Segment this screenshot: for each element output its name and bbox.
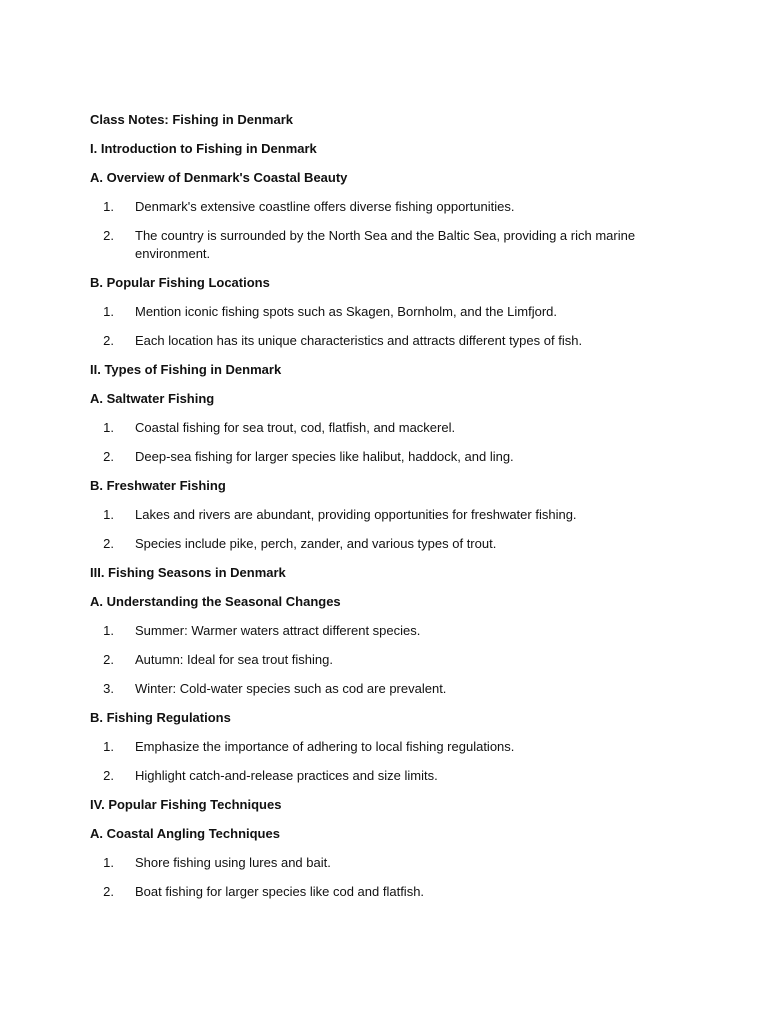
list-item-text: Winter: Cold-water species such as cod are prevalent. bbox=[135, 681, 447, 696]
section-heading: I. Introduction to Fishing in Denmark bbox=[90, 141, 317, 156]
section-heading: III. Fishing Seasons in Denmark bbox=[90, 565, 286, 580]
list-item bbox=[90, 651, 650, 669]
list-item bbox=[90, 854, 650, 872]
list-item-number: 1. bbox=[103, 739, 114, 754]
section-heading: A. Understanding the Seasonal Changes bbox=[90, 594, 341, 609]
list-item-text: Deep-sea fishing for larger species like halibut, haddock, and ling. bbox=[135, 449, 514, 464]
list-item-text: Coastal fishing for sea trout, cod, flatfish, and mackerel. bbox=[135, 420, 456, 435]
list-item-text: Each location has its unique characteristics and attracts different types of fish. bbox=[135, 333, 583, 348]
document-page bbox=[90, 111, 650, 912]
list-item-number: 1. bbox=[103, 507, 114, 522]
section-heading: B. Popular Fishing Locations bbox=[90, 275, 270, 290]
list-item-text: Summer: Warmer waters attract different species. bbox=[135, 623, 421, 638]
list-item-number: 2. bbox=[103, 536, 114, 551]
list-item-text: Species include pike, perch, zander, and various types of trout. bbox=[135, 536, 497, 551]
list-item bbox=[90, 680, 650, 698]
section-heading: A. Saltwater Fishing bbox=[90, 391, 215, 406]
list-item-number: 3. bbox=[103, 681, 114, 696]
list-item-number: 1. bbox=[103, 420, 114, 435]
list-item-text: Boat fishing for larger species like cod and flatfish. bbox=[135, 884, 425, 899]
list-item-number: 2. bbox=[103, 884, 114, 899]
list-item-text: Shore fishing using lures and bait. bbox=[135, 855, 331, 870]
list-item-number: 2. bbox=[103, 768, 114, 783]
list-item-text: Lakes and rivers are abundant, providing opportunities for freshwater fishing. bbox=[135, 507, 577, 522]
section-heading: B. Freshwater Fishing bbox=[90, 478, 226, 493]
list-item-number: 2. bbox=[103, 333, 114, 348]
section-heading: A. Overview of Denmark's Coastal Beauty bbox=[90, 170, 348, 185]
list-item-number: 1. bbox=[103, 304, 114, 319]
list-item-number: 1. bbox=[103, 623, 114, 638]
list-item-text: Autumn: Ideal for sea trout fishing. bbox=[135, 652, 333, 667]
list-item bbox=[90, 198, 650, 216]
list-item bbox=[90, 227, 650, 263]
list-item-text: Denmark's extensive coastline offers diverse fishing opportunities. bbox=[135, 199, 515, 214]
list-item bbox=[90, 767, 650, 785]
list-item bbox=[90, 883, 650, 901]
list-item bbox=[90, 622, 650, 640]
section-heading: IV. Popular Fishing Techniques bbox=[90, 797, 282, 812]
list-item-text: Highlight catch-and-release practices and size limits. bbox=[135, 768, 438, 783]
list-item-number: 2. bbox=[103, 652, 114, 667]
list-item bbox=[90, 535, 650, 553]
list-item bbox=[90, 738, 650, 756]
section-heading: B. Fishing Regulations bbox=[90, 710, 231, 725]
section-heading: II. Types of Fishing in Denmark bbox=[90, 362, 282, 377]
document-body bbox=[90, 140, 650, 901]
document-title: Class Notes: Fishing in Denmark bbox=[90, 112, 293, 127]
list-item-text: The country is surrounded by the North Sea and the Baltic Sea, providing a rich marine environment. bbox=[135, 228, 636, 261]
list-item-number: 1. bbox=[103, 199, 114, 214]
list-item bbox=[90, 506, 650, 524]
list-item-text: Emphasize the importance of adhering to local fishing regulations. bbox=[135, 739, 515, 754]
list-item bbox=[90, 303, 650, 321]
list-item-number: 2. bbox=[103, 449, 114, 464]
section-heading: A. Coastal Angling Techniques bbox=[90, 826, 280, 841]
list-item-number: 1. bbox=[103, 855, 114, 870]
list-item-text: Mention iconic fishing spots such as Skagen, Bornholm, and the Limfjord. bbox=[135, 304, 558, 319]
list-item bbox=[90, 332, 650, 350]
list-item bbox=[90, 448, 650, 466]
list-item bbox=[90, 419, 650, 437]
list-item-number: 2. bbox=[103, 228, 114, 243]
